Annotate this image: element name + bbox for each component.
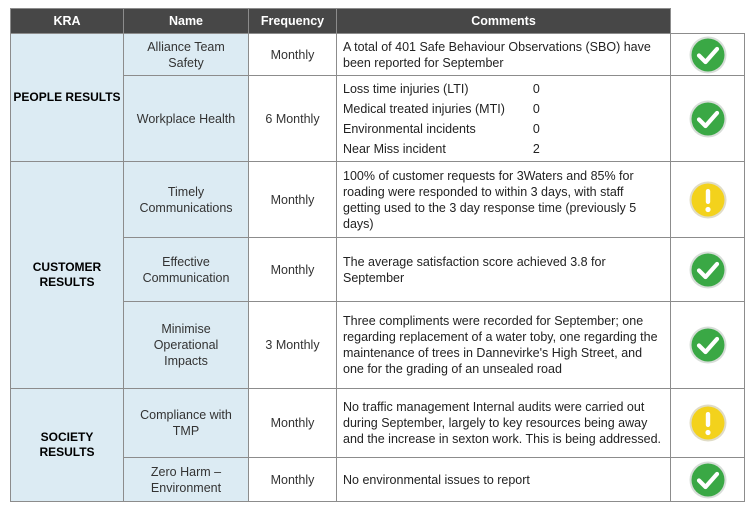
metric-value: 0: [532, 121, 540, 136]
row-frequency: 3 Monthly: [249, 302, 337, 389]
kra-customer-results: [11, 162, 124, 389]
kra-society-results: [11, 389, 124, 502]
row-name: [124, 302, 249, 389]
table-row: [11, 34, 745, 76]
check-icon: [688, 325, 728, 365]
row-frequency: Monthly: [249, 389, 337, 458]
header-kra: KRA: [11, 9, 124, 34]
check-icon: [688, 460, 728, 500]
header-name: Name: [124, 9, 249, 34]
row-frequency: Monthly: [249, 238, 337, 302]
row-comment: [337, 76, 671, 162]
kra-results-table: [10, 8, 745, 502]
row-name-label: Minimise Operational Impacts: [153, 322, 219, 368]
warning-icon: [688, 180, 728, 220]
status-cell: [671, 302, 745, 389]
header-row: [11, 9, 745, 34]
status-cell: [671, 238, 745, 302]
metrics-list: [343, 79, 540, 159]
row-comment: No environmental issues to report: [337, 458, 671, 502]
check-icon: [688, 99, 728, 139]
row-comment: Three compliments were recorded for September; one regarding replacement of a water toby, one regarding the maintenance of trees in Dannevirke's High Street, and one for the grading of an unsealed road: [337, 302, 671, 389]
kra-label: SOCIETY RESULTS: [39, 430, 95, 459]
metric-label: Environmental incidents: [343, 121, 476, 136]
status-cell: [671, 34, 745, 76]
row-name-label: Zero Harm – Environment: [150, 464, 222, 495]
row-frequency: Monthly: [249, 34, 337, 76]
header-comments: Comments: [337, 9, 671, 34]
metric-value: 0: [532, 81, 540, 96]
check-icon: [688, 250, 728, 290]
row-frequency: Monthly: [249, 458, 337, 502]
metric-item: [343, 119, 540, 139]
row-frequency: Monthly: [249, 162, 337, 238]
row-comment: 100% of customer requests for 3Waters and 85% for roading were responded to within 3 days, with staff getting used to the 3 day response time (previously 5 days): [337, 162, 671, 238]
metric-label: Medical treated injuries (MTI): [343, 101, 505, 116]
metric-item: [343, 139, 540, 159]
metric-value: 2: [532, 141, 540, 156]
header-frequency: Frequency: [249, 9, 337, 34]
row-name: Workplace Health: [124, 76, 249, 162]
row-name: Alliance Team Safety: [124, 34, 249, 76]
warning-icon: [688, 403, 728, 443]
status-cell: [671, 458, 745, 502]
row-name: Timely Communications: [124, 162, 249, 238]
table-row: [11, 162, 745, 238]
row-name: [124, 389, 249, 458]
row-frequency: 6 Monthly: [249, 76, 337, 162]
row-name-label: Compliance with TMP: [140, 408, 232, 438]
row-name: [124, 458, 249, 502]
table-row: [11, 389, 745, 458]
metric-item: [343, 99, 540, 119]
metric-item: [343, 79, 540, 99]
header-status-blank: [671, 9, 745, 34]
status-cell: [671, 389, 745, 458]
row-comment: A total of 401 Safe Behaviour Observations (SBO) have been reported for September: [337, 34, 671, 76]
kra-people-results: PEOPLE RESULTS: [11, 34, 124, 162]
metric-label: Near Miss incident: [343, 141, 446, 156]
row-comment: No traffic management Internal audits were carried out during September, largely to key resources being away and the increase in sexton work. This is being addressed.: [337, 389, 671, 458]
metric-value: 0: [532, 101, 540, 116]
row-comment: The average satisfaction score achieved 3.8 for September: [337, 238, 671, 302]
status-cell: [671, 162, 745, 238]
metric-label: Loss time injuries (LTI): [343, 81, 469, 96]
row-name: Effective Communication: [124, 238, 249, 302]
status-cell: [671, 76, 745, 162]
check-icon: [688, 35, 728, 75]
kra-label: CUSTOMER RESULTS: [32, 260, 102, 289]
